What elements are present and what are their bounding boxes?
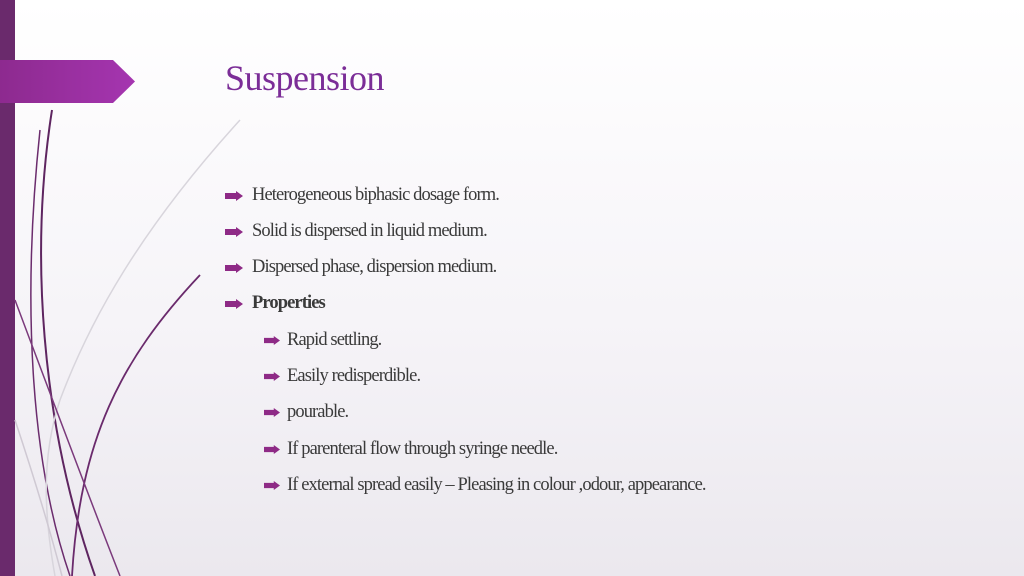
arrow-right-icon (225, 191, 243, 201)
arrow-right-icon (264, 372, 280, 381)
bullet-text: Properties (252, 293, 325, 313)
sub-bullet-item (264, 402, 348, 423)
sub-bullet-item (264, 475, 706, 496)
bullet-text: If external spread easily – Pleasing in colour ,odour, appearance. (287, 475, 706, 495)
bullet-item (225, 221, 487, 242)
bullet-text: Heterogeneous biphasic dosage form. (252, 185, 499, 205)
arrow-right-icon (264, 336, 280, 345)
bullet-text: If parenteral flow through syringe needle. (287, 439, 558, 459)
slide-title: Suspension (225, 58, 385, 98)
bullet-text: Easily redisperdible. (287, 366, 421, 386)
sub-bullet-item (264, 366, 420, 387)
arrow-right-icon (264, 481, 280, 490)
sub-bullet-item (264, 330, 381, 351)
bullet-item (225, 257, 496, 278)
bullet-item (225, 293, 325, 314)
sub-bullet-item (264, 439, 557, 460)
arrow-right-icon (264, 408, 280, 417)
bullet-text: pourable. (287, 402, 349, 422)
arrow-right-icon (225, 227, 243, 237)
bullet-text: Rapid settling. (287, 330, 382, 350)
bullet-item (225, 185, 499, 206)
arrow-right-icon (264, 445, 280, 454)
arrow-right-icon (225, 299, 243, 309)
bullet-text: Solid is dispersed in liquid medium. (252, 221, 487, 241)
arrow-right-icon (225, 263, 243, 273)
bullet-text: Dispersed phase, dispersion medium. (252, 257, 497, 277)
